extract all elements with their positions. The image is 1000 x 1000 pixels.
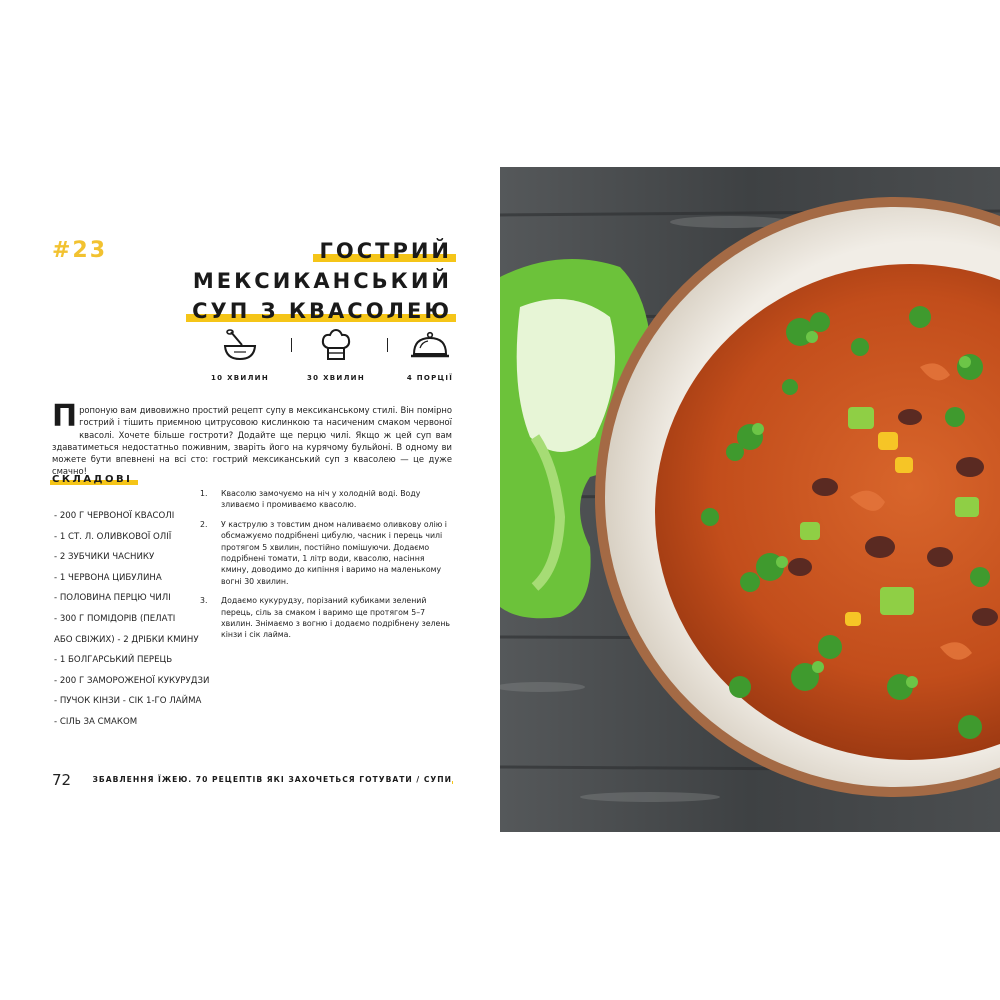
title-line-2: МЕКСИКАНСЬКИЙ bbox=[192, 269, 452, 293]
list-item: - 200 Г ЧЕРВОНОЇ КВАСОЛІ bbox=[54, 511, 175, 521]
running-title: ЗБАВЛЕННЯ ЇЖЕЮ. 70 РЕЦЕПТІВ ЯКІ ЗАХОЧЕТЬСЯ ГОТУВАТИ / СУПИ bbox=[89, 775, 452, 784]
list-item: - 200 Г ЗАМОРОЖЕНОЇ КУКУРУДЗИ bbox=[54, 675, 210, 686]
list-item: - ПОЛОВИНА ПЕРЦЮ ЧИЛІ bbox=[54, 593, 171, 604]
steps-list bbox=[200, 488, 454, 649]
recipe-number: #23 bbox=[52, 238, 108, 263]
step-text: У каструлю з товстим дном наливаємо оливкову олію і обсмажуємо подрібнені цибулю, часник і перець чилі протягом 5 хвилин, постійно помішуючи. Додаємо подрібнені томати, 1 літр води, квасолю, насіння кмину, доводимо до кипіння і варимо на маленькому вогні 30 хвилин. bbox=[221, 519, 447, 586]
list-item: АБО СВІЖИХ) - 2 ДРІБКИ КМИНУ bbox=[54, 634, 199, 645]
list-item: - 300 Г ПОМІДОРІВ (ПЕЛАТІ bbox=[54, 613, 176, 624]
list-item: - 1 БОЛГАРСЬКИЙ ПЕРЕЦЬ bbox=[54, 655, 173, 666]
recipe-meta bbox=[205, 328, 455, 388]
intro-paragraph bbox=[52, 399, 452, 478]
intro-text: ропоную вам дивовижно простий рецепт супу в мексиканському стилі. Він помірно гострий і тішить приємною цитрусовою кислинкою та насиченим смаком червоної квасолі. Хочете більше гостроти? Додайте ще перцю чилі. Якщо ж цей суп вам здаватиметься недостатньо поживним, зваріть його на курячому бульйоні. В одному ви можете бути впевнені на всі сто: гострий мексиканський суп з квасолею — це дуже смачно! bbox=[52, 405, 452, 477]
step-item bbox=[200, 488, 454, 511]
title-line-1: ГОСТРИЙ bbox=[192, 236, 452, 266]
step-text: Квасолю замочуємо на ніч у холодній воді. Воду зливаємо і промиваємо квасолю. bbox=[221, 489, 421, 510]
list-item: - 1 ЧЕРВОНА ЦИБУЛИНА bbox=[54, 572, 162, 583]
meta-divider bbox=[291, 338, 292, 352]
step-text: Додаємо кукурудзу, порізаний кубиками зелений перець, сіль за смаком і варимо ще протягом 5–7 хвилин. Знімаємо з вогню і додаємо подрібнену зелень кінзи і сік лайма. bbox=[221, 596, 451, 640]
recipe-title bbox=[192, 236, 452, 326]
soup-illustration bbox=[500, 167, 1000, 832]
ingredients-heading: СКЛАДОВІ bbox=[52, 474, 133, 485]
bowl-whisk-icon bbox=[220, 328, 260, 362]
drop-cap: П bbox=[52, 399, 78, 434]
chef-hat-icon bbox=[319, 328, 353, 362]
title-line-3: СУП З КВАСОЛЕЮ bbox=[192, 296, 452, 326]
servings: 4 ПОРЦІЇ bbox=[395, 328, 465, 382]
page-number: 72 bbox=[52, 771, 72, 789]
step-number: 3. bbox=[200, 596, 208, 606]
list-item: - СІЛЬ ЗА СМАКОМ bbox=[54, 716, 138, 727]
cloche-icon bbox=[409, 328, 451, 362]
meta-divider bbox=[387, 338, 388, 352]
step-item bbox=[200, 595, 454, 641]
cook-time: 30 ХВИЛИН bbox=[301, 328, 371, 382]
list-item: - ПУЧОК КІНЗИ - СІК 1-ГО ЛАЙМА bbox=[54, 696, 202, 707]
step-number: 1. bbox=[200, 489, 208, 498]
list-item: - 2 ЗУБЧИКИ ЧАСНИКУ bbox=[54, 552, 155, 563]
list-item: - 1 СТ. Л. ОЛИВКОВОЇ ОЛІЇ bbox=[54, 531, 172, 542]
soup-photo bbox=[500, 167, 1000, 832]
step-number: 2. bbox=[200, 519, 208, 529]
prep-time: 10 ХВИЛИН bbox=[205, 328, 275, 382]
step-item bbox=[200, 519, 454, 587]
ingredients-list bbox=[54, 506, 210, 733]
